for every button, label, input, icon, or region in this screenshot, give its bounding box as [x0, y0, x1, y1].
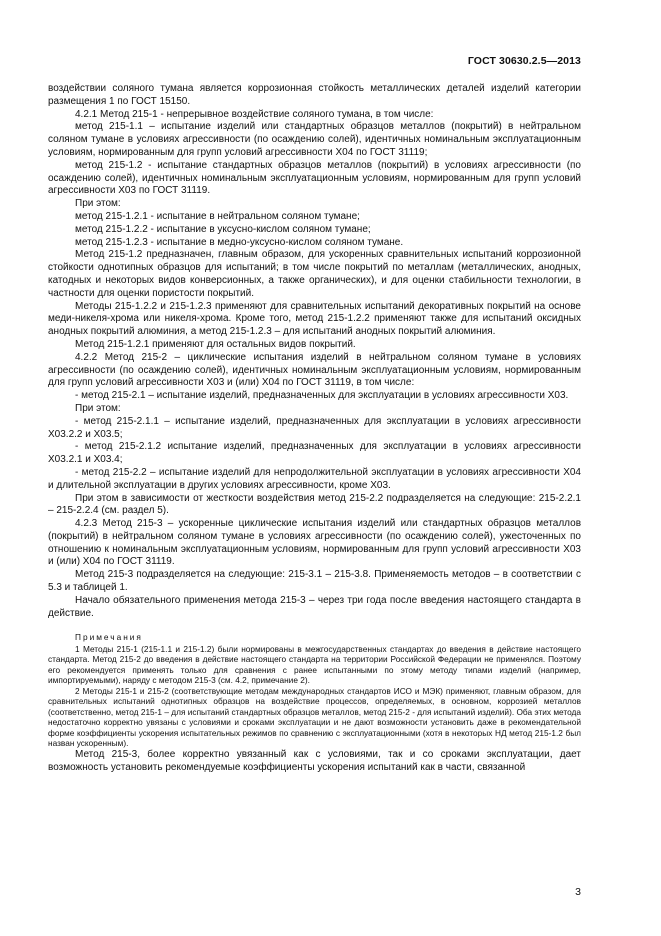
paragraph: Метод 215-1.2.1 применяют для остальных видов покрытий.: [75, 338, 356, 350]
document-body: [48, 83, 581, 775]
paragraph: - метод 215-2.1.2 испытание изделий, предназначенных для эксплуатации в условиях агрессивности Х03.2.1 и Х03.4;: [48, 441, 581, 466]
paragraph: метод 215-1.2.1 - испытание в нейтральном соляном тумане;: [75, 210, 360, 222]
paragraph: метод 215-1.2.3 - испытание в медно-уксусно-кислом соляном тумане.: [75, 236, 404, 248]
paragraph: метод 215-1.2.2 - испытание в уксусно-кислом соляном тумане;: [75, 223, 371, 235]
paragraph: При этом:: [75, 402, 121, 414]
paragraph: Начало обязательного применения метода 215-3 – через три года после введения настоящего стандарта в действие.: [48, 594, 581, 619]
paragraph: метод 215-1.1 – испытание изделий или стандартных образцов металлов (покрытий) в нейтральном соляном тумане в условиях агрессивности (по осаждению солей), идентичных номинальным эксплуатационным условиям, нормированным для групп условий агрессивности Х04 по ГОСТ 31119;: [48, 121, 581, 158]
notes-section: [48, 632, 581, 749]
page-number: 3: [575, 886, 581, 898]
paragraph: - метод 215-2.1 – испытание изделий, предназначенных для эксплуатации в условиях агрессивности Х03.: [75, 390, 569, 402]
note-item: 1 Методы 215-1 (215-1.1 и 215-1.2) были нормированы в межгосударственных стандартах до введения в действие настоящего стандарта. Метод 215-2 до введения в действие настоящего стандарта на территории Российской Федерации не применялся. Поэтому его рекомендуется применять только для сравнения с ранее испытанными по этому методу типами изделий (например, импортируемыми), наряду с методом 215-3 (см. 4.2, примечание 2).: [48, 643, 581, 686]
notes-title: Примечания: [75, 632, 143, 643]
paragraph: 4.2.3 Метод 215-3 – ускоренные циклические испытания изделий или стандартных образцов металлов (покрытий) в нейтральном соляном тумане в условиях агрессивности (по осаждению солей), ужесточенных по отношению к номинальным эксплуатационным условиям, нормированным для групп условий агрессивности Х03 и (или) Х04 по ГОСТ 31119.: [48, 518, 581, 568]
paragraph: Метод 215-1.2 предназначен, главным образом, для ускоренных сравнительных испытаний коррозионной стойкости однотипных образцов для испытаний; в том числе покрытий по металлам (металлических, анодных, катодных и некоторых видов конверсионных, а также органических), и для оценки стабильности технологии, в частности для оценки пористости покрытий.: [48, 249, 581, 299]
paragraph: Методы 215-1.2.2 и 215-1.2.3 применяют для сравнительных испытаний декоративных покрытий на основе меди-никеля-хрома или никеля-хрома. Кроме того, метод 215-1.2.2 применяют также для испытаний оксидных анодных покрытий алюминия, а метод 215-1.2.3 – для испытаний анодных покрытий алюминия.: [48, 300, 581, 338]
note-item: 2 Методы 215-1 и 215-2 (соответствующие методам международных стандартов ИСО и МЭК) применяют, главным образом, для сравнительных испытаний однотипных образцов на воздействие процессов, определяемых, в основном, коррозией металлов (соответственно, метод 215-1 – для испытаний стандартных образцов металлов, метод 215-2 - для испытаний изделий). Оба этих метода недостаточно корректно увязаны с условиями и сроками эксплуатации и не дают возможности установить даже в рекомендательной форме коэффициенты ускорения испытательных режимов по сравнению с эксплуатационными (хотя в некоторых НД метод 215-1.2 был назван ускоренным).: [48, 685, 581, 749]
paragraph: 4.2.1 Метод 215-1 - непрерывное воздействие соляного тумана, в том числе:: [75, 108, 434, 120]
paragraph: Метод 215-3 подразделяется на следующие: 215-3.1 – 215-3.8. Применяемость методов – в соответствии с 5.3 и таблицей 1.: [48, 569, 581, 594]
paragraph: 4.2.2 Метод 215-2 – циклические испытания изделий в нейтральном соляном тумане в условиях агрессивности (по осаждению солей), идентичных номинальным эксплуатационным условиям, нормированным для групп условий агрессивности Х03 и (или) Х04 по ГОСТ 31119, в том числе:: [48, 351, 581, 389]
paragraph: - метод 215-2.2 – испытание изделий для непродолжительной эксплуатации в условиях агрессивности Х04 и длительной эксплуатации в других условиях агрессивности, кроме Х03.: [48, 466, 581, 491]
paragraph: При этом:: [75, 198, 121, 210]
paragraph: метод 215-1.2 - испытание стандартных образцов металлов (покрытий) в условиях агрессивности (по осаждению солей), идентичных номинальным эксплуатационным условиям, нормированным для групп условий агрессивности Х03 по ГОСТ 31119.: [48, 159, 581, 197]
paragraph: воздействии соляного тумана является коррозионная стойкость металлических деталей изделий категории размещения 1 по ГОСТ 15150.: [48, 83, 581, 107]
document-code-header: ГОСТ 30630.2.5—2013: [467, 55, 581, 67]
paragraph: Метод 215-3, более корректно увязанный как с условиями, так и со сроками эксплуатации, дает возможность установить рекомендуемые коэффициенты ускорения испытаний как в части, связанной: [48, 748, 581, 773]
paragraph: При этом в зависимости от жесткости воздействия метод 215-2.2 подразделяется на следующие: 215-2.2.1 – 215-2.2.4 (см. раздел 5).: [48, 492, 581, 517]
paragraph: - метод 215-2.1.1 – испытание изделий, предназначенных для эксплуатации в условиях агрессивности Х03.2.2 и Х03.5;: [48, 415, 581, 440]
